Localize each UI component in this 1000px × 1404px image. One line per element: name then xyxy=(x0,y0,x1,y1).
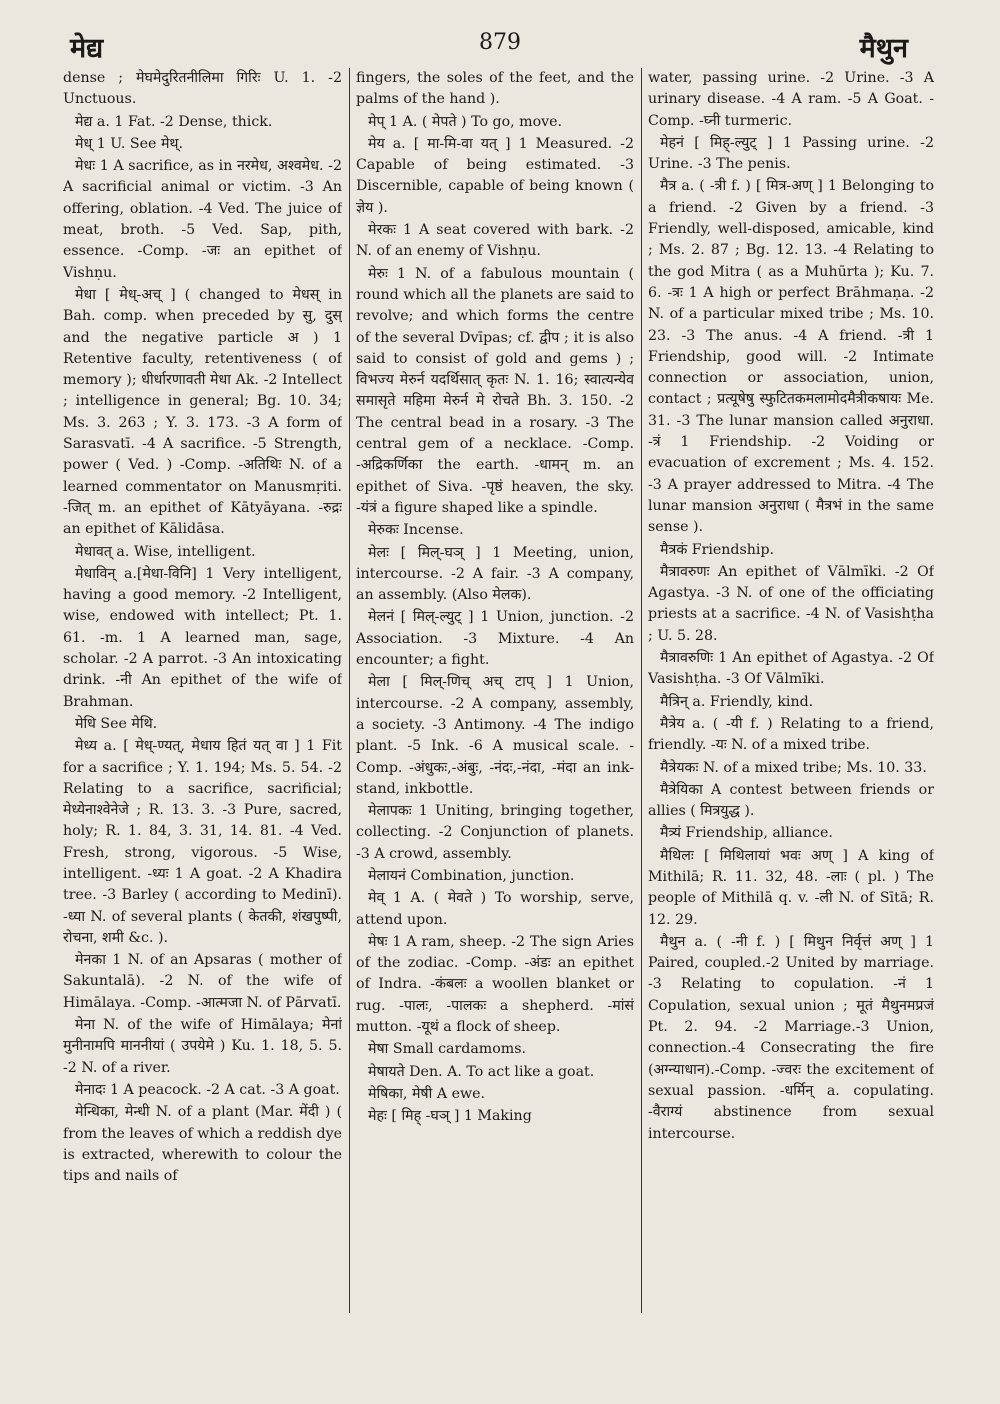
page-number: 879 xyxy=(479,30,521,55)
guide-word-left: मेद्य xyxy=(70,33,104,64)
dictionary-entry: मेषा Small cardamoms. xyxy=(368,1041,527,1058)
column-divider xyxy=(641,68,642,1313)
dictionary-entry: मेधा [ मेध्-अच् ] ( changed to मेधस् in Bah. comp. when preceded by सु, दुस् and the negative particle अ ) 1 Retentive faculty, retentiveness ( of memory ); धीर्धारणावती मेधा Ak. -2 Intellect ; intelligence in general; Bg. 10. 34; Ms. 3. 263 ; Y. 3. 173. -3 A form of Sarasvatī. -4 A sacrifice. -5 Strength, power ( Ved. ) -Comp. -अतिथिः N. of a learned commentator on Manusmṛiti. -जित् m. an epithet of Kātyāyana. -रुद्रः an epithet of Kālidāsa. xyxy=(63,286,342,538)
dictionary-entry: मेहनं [ मिह्-ल्युट् ] 1 Passing urine. -2 Urine. -3 The penis. xyxy=(648,134,934,173)
dictionary-entry: मेनका 1 N. of an Apsaras ( mother of Sakuntalā). -2 N. of the wife of Himālaya. -Comp. -आत्मजा N. of Pārvatī. xyxy=(63,952,342,1011)
dictionary-entry: dense ; मेघमेदुरितनीलिमा गिरिः U. 1. -2 Unctuous. xyxy=(63,70,342,108)
column-3 xyxy=(648,68,934,1330)
column-2 xyxy=(356,68,634,1330)
dictionary-entry: मेध्य a. [ मेध्-ण्यत्, मेधाय हितं यत् वा ] 1 Fit for a sacrifice ; Y. 1. 194; Ms. 5. 54. -2 Relating to a sacrifice, sacrificial; मेध्येनाश्वेनेजे ; R. 13. 3. -3 Pure, sacred, holy; R. 1. 84, 3. 31, 14. 81. -4 Ved. Fresh, strong, vigorous. -5 Wise, intelligent. -ध्यः 1 A goat. -2 A Khadira tree. -3 Barley ( according to Medinī). -ध्या N. of several plants ( केतकी, शंखपुष्पी, रोचना, शमी &c. ). xyxy=(63,738,342,946)
dictionary-entry: मैत्र a. ( -त्री f. ) [ मित्र-अण् ] 1 Belonging to a friend. -2 Given by a friend. -3 Friendly, well-disposed, amicable, kind ; Ms. 2. 87 ; Bg. 12. 13. -4 Relating to the god Mitra ( as a Muhūrta ); Ku. 7. 6. -त्रः 1 A high or perfect Brāhmaṇa. -2 N. of a particular mixed tribe ; Ms. 10. 23. -3 The anus. -4 A friend. -त्री 1 Friendship, good will. -2 Intimate connection or association, union, contact ; प्रत्यूषेषु स्फुटितकमलामोदमैत्रीकषायः Me. 31. -3 The lunar mansion called अनुराधा. -त्रं 1 Friendship. -2 Voiding or evacuation of excrement ; Ms. 4. 152. -3 A prayer addressed to Mitra. -4 The lunar mansion अनुराधा ( मैत्रभं in the same sense ). xyxy=(648,178,934,536)
guide-word-right: मैथुन xyxy=(859,33,908,64)
dictionary-entry: मेषिका, मेषी A ewe. xyxy=(368,1085,486,1102)
dictionary-entry: मैत्रावरुणः An epithet of Vālmīki. -2 Of Agastya. -3 N. of one of the officiating priests at a sacrifice. -4 N. of Vasishṭha ; U. 5. 28. xyxy=(648,563,934,644)
dictionary-entry: मेधाविन् a.[मेधा-विनि] 1 Very intelligent, having a good memory. -2 Intelligent, wise, endowed with intellect; Pt. 1. 61. -m. 1 A learned man, sage, scholar. -2 A parrot. -3 An intoxicating drink. -नी An epithet of the wife of Brahman. xyxy=(63,565,342,710)
dictionary-entry: मैत्रेयिका A contest between friends or allies ( मित्रयुद्ध ). xyxy=(648,781,934,820)
dictionary-entry: मेधः 1 A sacrifice, as in नरमेध, अश्वमेध. -2 A sacrificial animal or victim. -3 An offering, oblation. -4 Ved. The juice of meat, broth. -5 Ved. Sap, pith, essence. -Comp. -जः an epithet of Vishṇu. xyxy=(63,158,342,281)
dictionary-entry: मेधावत् a. Wise, intelligent. xyxy=(75,543,256,560)
page-header xyxy=(0,22,1000,68)
dictionary-entry: मेध् 1 U. See मेथ्. xyxy=(75,135,184,152)
column-divider xyxy=(349,68,350,1313)
dictionary-entry: मेप् 1 A. ( मेपते ) To go, move. xyxy=(368,113,563,130)
dictionary-entry: मेनादः 1 A peacock. -2 A cat. -3 A goat. xyxy=(75,1081,340,1098)
dictionary-entry: मेषायते Den. A. To act like a goat. xyxy=(368,1063,595,1080)
dictionary-entry: fingers, the soles of the feet, and the palms of the hand ). xyxy=(356,70,634,108)
dictionary-entry: मेव् 1 A. ( मेवते ) To worship, serve, attend upon. xyxy=(356,890,634,928)
dictionary-entry: मेला [ मिल्-णिच् अच् टाप् ] 1 Union, intercourse. -2 A company, assembly, a society. -3 Antimony. -4 The indigo plant. -5 Ink. -6 A musical scale. -Comp. -अंधुकः,-अंबुः, -नंदः,-नंदा, -मंदा an ink-stand, inkbottle. xyxy=(356,674,634,797)
dictionary-entry: मैत्र्यं Friendship, alliance. xyxy=(660,825,833,842)
dictionary-entry: मेन्धिका, मेन्धी N. of a plant (Mar. मेंदी ) ( from the leaves of which a reddish dye is extracted, wherewith to colour the tips and nails of xyxy=(63,1104,342,1185)
dictionary-entry: मेलायनं Combination, junction. xyxy=(368,867,575,884)
dictionary-entry: मेलनं [ मिल्-ल्युट् ] 1 Union, junction. -2 Association. -3 Mixture. -4 An encounter; a fight. xyxy=(356,609,634,669)
dictionary-entry: मेहः [ मिह् -घञ् ] 1 Making xyxy=(368,1108,532,1125)
dictionary-entry: water, passing urine. -2 Urine. -3 A urinary disease. -4 A ram. -5 A Goat. -Comp. -घ्नी turmeric. xyxy=(648,70,934,129)
dictionary-entry: मेरुकः Incense. xyxy=(368,522,464,539)
column-1 xyxy=(63,68,342,1330)
dictionary-entry: मेय a. [ मा-मि-वा यत् ] 1 Measured. -2 Capable of being estimated. -3 Discernible, capable of being known ( ज्ञेय ). xyxy=(356,135,634,216)
dictionary-entry: मैत्रेयकः N. of a mixed tribe; Ms. 10. 33. xyxy=(660,759,927,776)
dictionary-entry: मेलः [ मिल्-घञ् ] 1 Meeting, union, intercourse. -2 A fair. -3 A company, an assembly. (Also मेलक). xyxy=(356,544,634,604)
dictionary-entry: मेलापकः 1 Uniting, bringing together, collecting. -2 Conjunction of planets. -3 A crowd, assembly. xyxy=(356,803,634,862)
dictionary-entry: मेद्य a. 1 Fat. -2 Dense, thick. xyxy=(75,113,273,130)
dictionary-entry: मेरुः 1 N. of a fabulous mountain ( round which all the planets are said to revolve; and which forms the centre of the several Dvīpas; cf. द्वीप ; it is also said to consist of gold and gems ) ; विभज्य मेरुर्न यदर्थिसात् कृतः N. 1. 16; स्वात्यन्येव समासृते महिमा मेरुर्न मे रोचते Bh. 3. 150. -2 The central bead in a rosary. -3 The central gem of a necklace. -Comp. -अद्रिकर्णिका the earth. -धामन् m. an epithet of Siva. -पृष्ठं heaven, the sky. -यंत्रं a figure shaped like a spindle. xyxy=(356,265,634,516)
dictionary-entry: मैथिलः [ मिथिलायां भवः अण् ] A king of Mithilā; R. 11. 32, 48. -लाः ( pl. ) The people of Mithilā q. v. -ली N. of Sītā; R. 12. 29. xyxy=(648,847,934,928)
dictionary-entry: मैत्रावरुणिः 1 An epithet of Agastya. -2 Of Vasishṭha. -3 Of Vālmīki. xyxy=(648,650,934,688)
dictionary-entry: मेधि See मेथि. xyxy=(75,715,158,732)
dictionary-entry: मैत्रकं Friendship. xyxy=(660,541,775,558)
dictionary-entry: मेना N. of the wife of Himālaya; मेनां मुनीनामपि माननीयां ( उपयेमे ) Ku. 1. 18, 5. 5. -2 N. of a river. xyxy=(63,1017,342,1076)
dictionary-entry: मैथुन a. ( -नी f. ) [ मिथुन निर्वृत्तं अण् ] 1 Paired, coupled.-2 United by marriage. -3 Relating to copulation. -नं 1 Copulation, sexual union ; मूतं मैथुनमप्रजं Pt. 2. 94. -2 Marriage.-3 Union, connection.-4 Consecrating the fire (अग्न्याधान).-Comp. -ज्वरः the excitement of sexual passion. -धर्मिन् a. copulating. -वैराग्यं abstinence from sexual intercourse. xyxy=(648,933,934,1142)
dictionary-entry: मैत्रेय a. ( -यी f. ) Relating to a friend, friendly. -यः N. of a mixed tribe. xyxy=(648,715,934,754)
dictionary-entry: मेरकः 1 A seat covered with bark. -2 N. of an enemy of Vishṇu. xyxy=(356,222,634,260)
dictionary-entry: मेषः 1 A ram, sheep. -2 The sign Aries of the zodiac. -Comp. -अंडः an epithet of Indra. -कंबलः a woollen blanket or rug. -पालः, -पालकः a shepherd. -मांसं mutton. -यूथं a flock of sheep. xyxy=(356,933,634,1036)
dictionary-entry: मैत्रिन् a. Friendly, kind. xyxy=(660,693,814,710)
